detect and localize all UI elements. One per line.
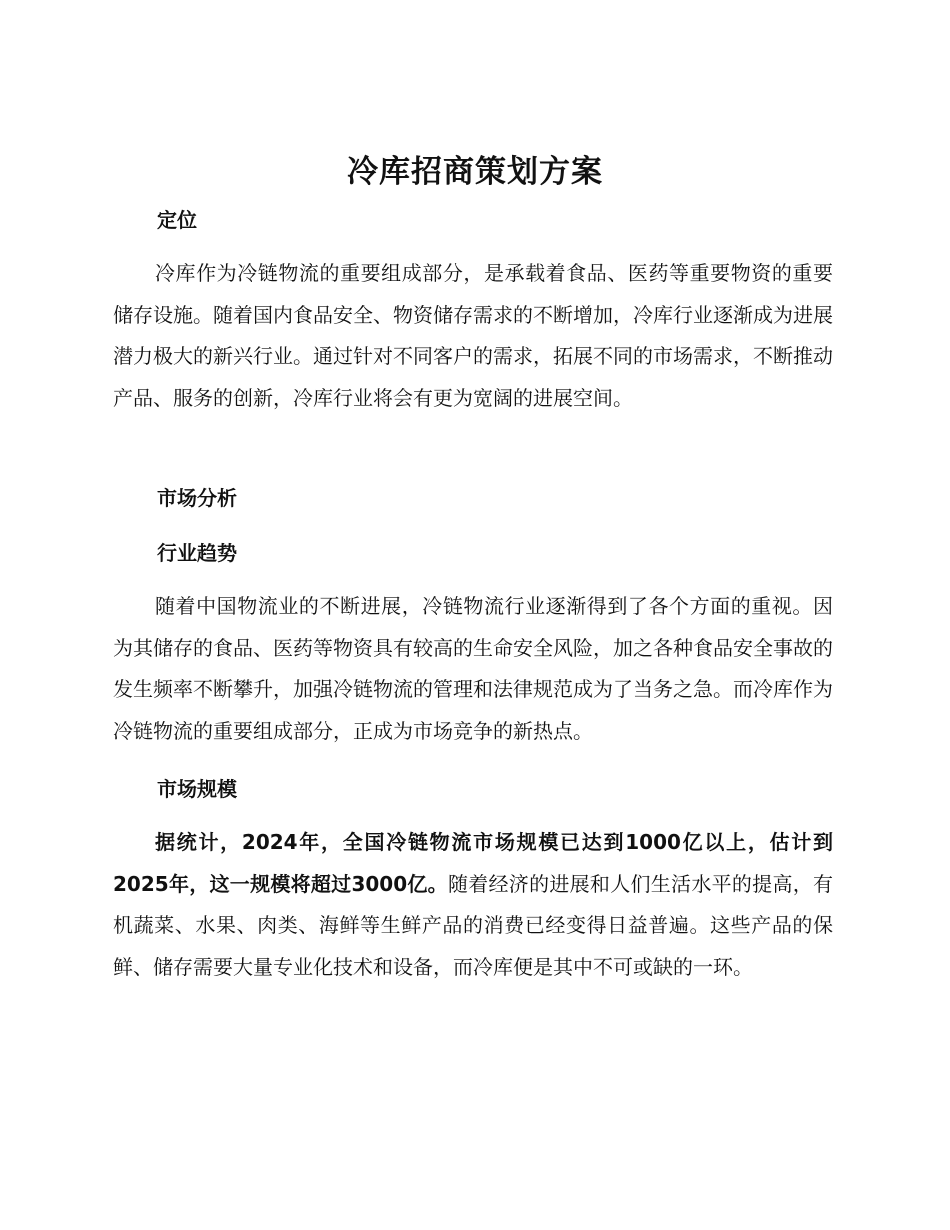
subsection-heading-industry-trend: 行业趋势	[157, 541, 237, 565]
market-scale-paragraph	[113, 822, 833, 988]
market-scale-text: 随着经济的进展和人们生活水平的提高，有机蔬菜、水果、肉类、海鲜等生鲜产品的消费已经变得日益普遍。这些产品的保鲜、储存需要大量专业化技术和设备，而冷库便是其中不可或缺的一环。	[113, 871, 834, 979]
market-scale-highlight: 据统计，2024年，全国冷链物流市场规模已达到1000亿以上，估计到2025年，这一规模将超过3000亿。	[113, 830, 833, 896]
subsection-heading-market-scale: 市场规模	[157, 777, 237, 801]
industry-trend-paragraph: 随着中国物流业的不断进展，冷链物流行业逐渐得到了各个方面的重视。因为其储存的食品、医药等物资具有较高的生命安全风险，加之各种食品安全事故的发生频率不断攀升，加强冷链物流的管理和法律规范成为了当务之急。而冷库作为冷链物流的重要组成部分，正成为市场竞争的新热点。	[113, 594, 833, 743]
section-heading-positioning: 定位	[157, 208, 197, 232]
section-heading-market-analysis: 市场分析	[157, 486, 237, 510]
positioning-paragraph: 冷库作为冷链物流的重要组成部分，是承载着食品、医药等重要物资的重要储存设施。随着国内食品安全、物资储存需求的不断增加，冷库行业逐渐成为进展潜力极大的新兴行业。通过针对不同客户的需求，拓展不同的市场需求，不断推动产品、服务的创新，冷库行业将会有更为宽阔的进展空间。	[113, 261, 833, 410]
document-title: 冷库招商策划方案	[347, 154, 603, 190]
